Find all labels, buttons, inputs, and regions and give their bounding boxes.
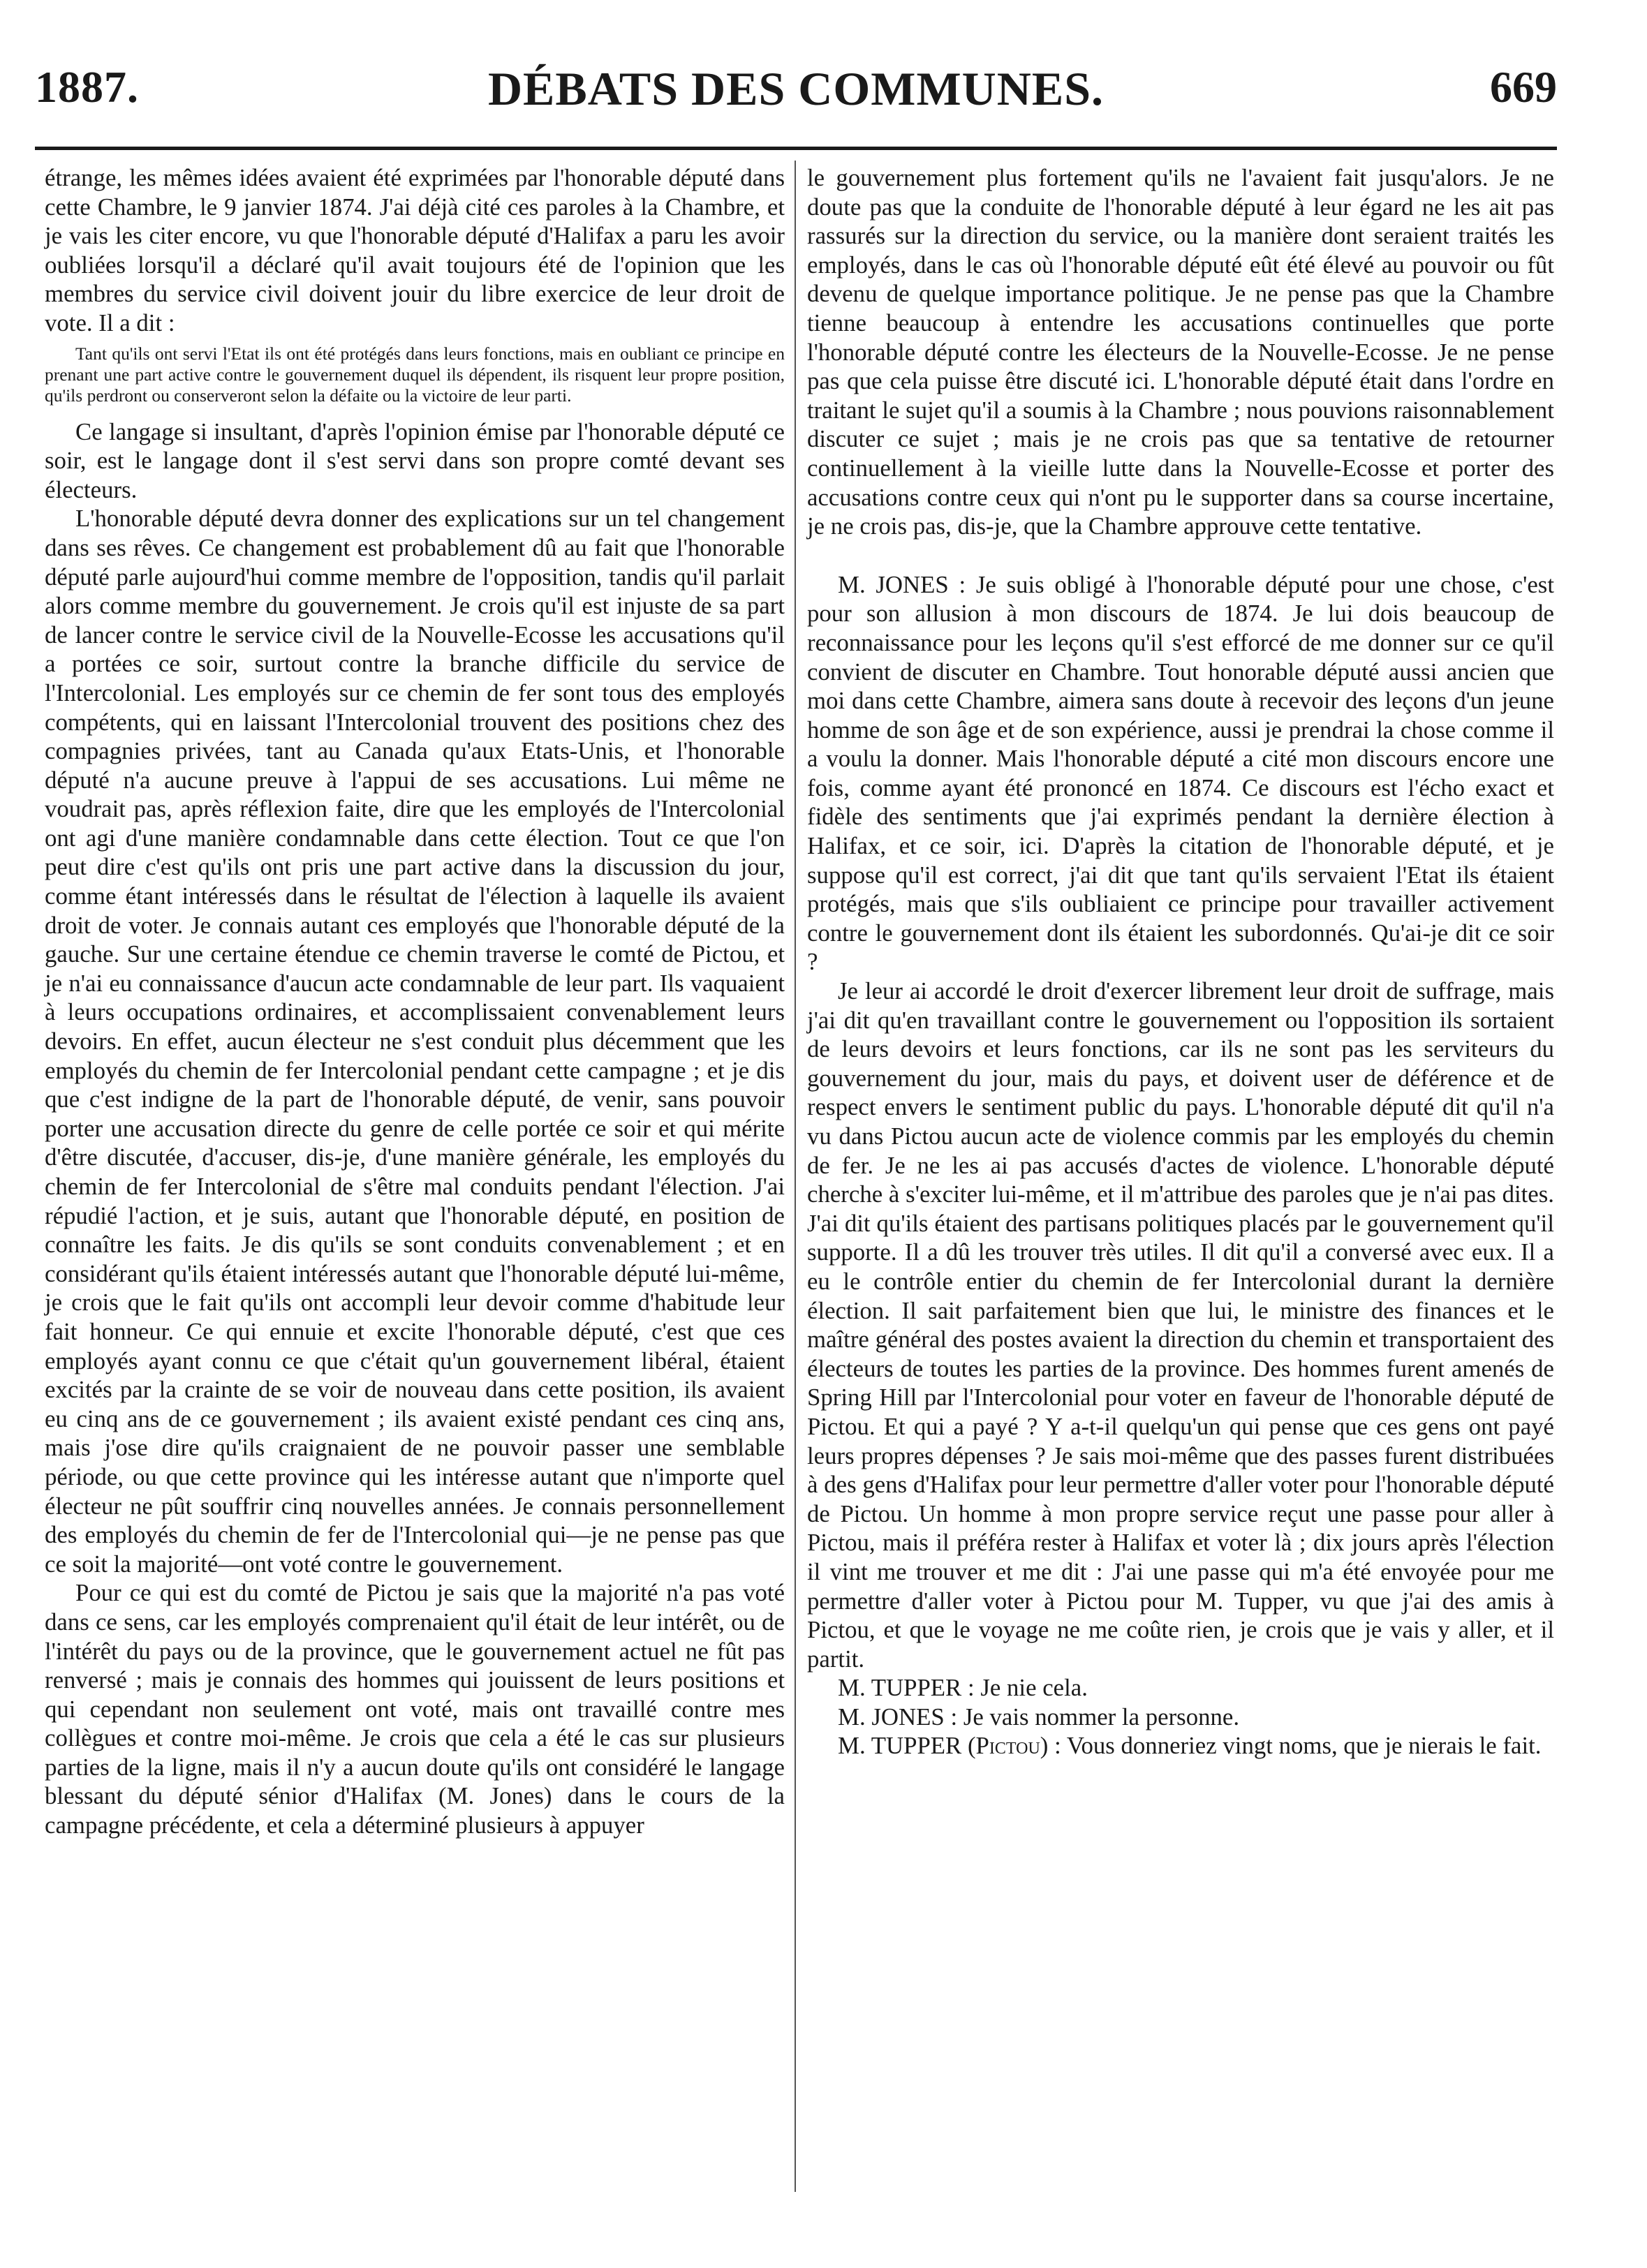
left-paragraph-3: L'honorable député devra donner des explications sur un tel changement dans ses rêves. Ce changement est probablement dû au fait que l'honorable député parle aujourd'hui comme membre de l'opposition, tandis qu'il parlait alors comme membre du gouvernement. Je crois qu'il est injuste de sa part de lancer contre le service civil de la Nouvelle-Ecosse les accusations qu'il a portées ce soir, surtout contre la branche difficile du service de l'Intercolonial. Les employés sur ce chemin de fer sont tous des employés compétents, qui en laissant l'Intercolonial trouvent des positions chez des compagnies privées, tant au Canada qu'aux Etats-Unis, et l'honorable député n'a aucune preuve à l'appui de ses accusations. Lui même ne voudrait pas, après réflexion faite, dire que les employés de l'Intercolonial ont agi d'une manière condamnable dans cette élection. Tout ce que l'on peut dire c'est qu'ils ont pris une part active dans la discussion du jour, comme étant intéressés dans le résultat de l'élection à laquelle ils avaient droit de voter. Je connais autant ces employés que l'honorable député de la gauche. Sur une certaine étendue ce chemin traverse le comté de Pictou, et je n'ai eu connaissance d'aucun acte condamnable de leur part. Ils vaquaient à leurs occupations ordinaires, et accomplissaient convenablement leurs devoirs. En effet, aucun électeur ne s'est conduit plus décemment que les employés du chemin de fer Intercolonial pendant cette campagne ; et je dis que c'est indigne de la part de l'honorable député, de venir, sans pouvoir porter une accusation directe du genre de celle portée ce soir et qui mérite d'être discutée, d'accuser, dis-je, d'une manière générale, les employés du chemin de fer Intercolonial de s'être mal conduits pendant l'élection. J'ai répudié l'action, et je suis, autant que l'honorable député, en position de connaître les faits. Je dis qu'ils se sont conduits convenablement ; et en considérant qu'ils étaient intéressés autant que l'honorable député lui-même, je crois que le fait qu'ils ont accompli leur devoir comme d'habitude leur fait honneur. Ce qui ennuie et excite l'honorable député, c'est que ces employés ayant connu ce que c'était qu'un gouvernement libéral, étaient excités par la crainte de se voir de nouveau dans cette position, ils avaient eu cinq ans de ce gouvernement ; ils avaient existé pendant ces cinq ans, mais j'ose dire qu'ils craignaient de ne pouvoir passer une semblable période, ou que cette province qui les intéresse autant que n'importe quel électeur ne pût souffrir cinq nouvelles années. Je connais personnellement des employés du chemin de fer de l'Intercolonial qui—je ne pense pas que ce soit la majorité—ont voté contre le gouvernement. (45, 505, 785, 1578)
header-title: DÉBATS DES COMMUNES. (487, 62, 1105, 115)
left-paragraph-2: Ce langage si insultant, d'après l'opinion émise par l'honorable député ce soir, est le langage dont il s'est servi dans son propre comté devant ses électeurs. (45, 417, 785, 503)
speech-text: Je nie cela. (980, 1674, 1088, 1702)
right-paragraph-6 (807, 1731, 1554, 1761)
right-paragraph-1: le gouvernement plus fortement qu'ils ne l'avaient fait jusqu'alors. Je ne doute pas que la conduite de l'honorable député à leur égard ne les ait pas rassurés sur la direction du service, ou la manière dont seraient traités les employés, dans le cas où l'honorable député eût été élevé au pouvoir ou fût devenu de quelque importance politique. Je ne pense pas que la Chambre tienne beaucoup à entendre les accusations continuelles que porte l'honorable député contre les électeurs de la Nouvelle-Ecosse. Je ne pense pas que cela puisse être discuté ici. L'honorable député était dans l'ordre en traitant le sujet qu'il a soumis à la Chambre ; nous pouvions raisonnablement discuter ce sujet ; mais je ne crois pas que sa tentative de retourner continuellement à la vieille lutte dans la Nouvelle-Ecosse et porter des accusations contre ceux qui n'ont pu le supporter dans sa course incertaine, je ne crois pas, dis-je, que la Chambre approuve cette tentative. (807, 164, 1554, 540)
speech-text: Je vais nommer la personne. (963, 1703, 1240, 1730)
left-paragraph-1: étrange, les mêmes idées avaient été exprimées par l'honorable député dans cette Chambre, le 9 janvier 1874. J'ai déjà cité ces paroles à la Chambre, et je vais les citer encore, vu que l'honorable député d'Halifax a paru les avoir oubliées lorsqu'il a déclaré qu'il avait toujours été de l'opinion que les membres du service civil doivent jouir du libre exercice de leur droit de vote. Il a dit : (45, 164, 785, 336)
speech-text: Je suis obligé à l'honorable député pour une chose, c'est pour son allusion à mon discours de 1874. Je lui dois beaucoup de reconnaissance pour les leçons qu'il s'est efforcé de me donner sur ce qu'il convient de discuter en Chambre. Tout honorable député aussi ancien que moi dans cette Chambre, aimera sans doute à recevoir des leçons d'un jeune homme de son âge et de son expérience, aussi je prendrai la chose comme il a voulu la donner. Mais l'honorable député a cité mon discours encore une fois, comme ayant été prononcé en 1874. Ce discours est l'écho exact et fidèle des sentiments que j'ai exprimés pendant la dernière élection à Halifax, et ce soir, ici. D'après la citation de l'honorable député, et je suppose qu'il est correct, j'ai dit que tant qu'ils servaient l'Etat ils étaient protégés, mais que s'ils oubliaient ce principe pour travailler activement contre le gouvernement dont ils étaient les subordonnés. Qu'ai-je dit ce soir ? (807, 570, 1554, 976)
header-rule (35, 147, 1557, 150)
speech-text: Vous donneriez vingt noms, que je nierais le fait. (1066, 1732, 1542, 1760)
right-column (807, 163, 1554, 1761)
left-column (45, 163, 785, 1840)
right-paragraph-3: Je leur ai accordé le droit d'exercer librement leur droit de suffrage, mais j'ai dit qu'en travaillant contre le gouvernement ou l'opposition ils sortaient de leurs devoirs et leurs fonctions, car ils ne sont pas les serviteurs du gouvernement du jour, mais du pays, et doivent user de déférence et de respect envers le sentiment public du pays. L'honorable député dit qu'il n'a vu dans Pictou aucun acte de violence commis par les employés du chemin de fer. Je ne les ai pas accusés d'actes de violence. L'honorable député cherche à s'exciter lui-même, et il m'attribue des paroles que je n'ai pas dites. J'ai dit qu'ils étaient des partisans politiques placés par le gouvernement qu'il supporte. Il a dû les trouver très utiles. Il dit qu'il a conversé avec eux. Il a eu le contrôle entier du chemin de fer Intercolonial durant la dernière élection. Il sait parfaitement bien que lui, le ministre des finances et le maître général des postes avaient la direction du chemin et transportaient des électeurs de toutes les parties de la province. Des hommes furent amenés de Spring Hill par l'Intercolonial pour voter en faveur de l'honorable député de Pictou. Et qui a payé ? Y a-t-il quelqu'un qui pense que ces gens ont payé leurs propres dépenses ? Je sais moi-même que des passes furent distribuées à des gens d'Halifax pour leur permettre d'aller voter pour l'honorable député de Pictou. Un homme à mon propre service reçut une passe pour aller à Pictou, mais il préféra rester à Halifax et voter là ; dix jours après l'élection il vint me trouver et me dit : J'ai une passe qui m'a été envoyée pour me permettre d'aller voter à Pictou pour M. Tupper, vu que j'ai des amis à Pictou, et que le voyage ne me coûte rien, je crois que je vais y aller, et il partit. (807, 977, 1554, 1673)
header-year: 1887. (35, 62, 139, 112)
right-paragraph-5 (807, 1703, 1554, 1732)
speaker-jones: M. JONES : (838, 1703, 958, 1730)
page-header (35, 61, 1557, 138)
left-paragraph-4: Pour ce qui est du comté de Pictou je sais que la majorité n'a pas voté dans ce sens, car les employés comprenaient qu'il était de leur intérêt, ou de l'intérêt du pays ou de la province, que le gouvernement actuel ne fût pas renversé ; mais je connais des hommes qui jouissent de leurs positions et qui cependant non seulement ont voté, mais ont travaillé contre mes collègues et contre moi-même. Je crois que cela a été le cas sur plusieurs parties de la ligne, mais il n'y a aucun doute qu'ils ont considéré le langage blessant du député sénior d'Halifax (M. Jones) dans le cours de la campagne précédente, et cela a déterminé plusieurs à appuyer (45, 1579, 785, 1839)
speaker-tupper: M. TUPPER : (838, 1674, 975, 1702)
left-quote: Tant qu'ils ont servi l'Etat ils ont été protégés dans leurs fonctions, mais en oubliant ce principe en prenant une part active contre le gouvernement duquel ils dépendent, ils risquent leur propre position, qu'ils perdront ou conserveront selon la défaite ou la victoire de leur parti. (45, 343, 785, 406)
right-paragraph-2 (807, 570, 1554, 977)
speaker-jones: M. JONES : (838, 570, 966, 598)
column-divider (795, 161, 796, 2192)
page-number: 669 (1490, 62, 1557, 112)
right-paragraph-4 (807, 1673, 1554, 1703)
speaker-tupper-pictou: M. TUPPER (Pictou) : (838, 1732, 1061, 1760)
